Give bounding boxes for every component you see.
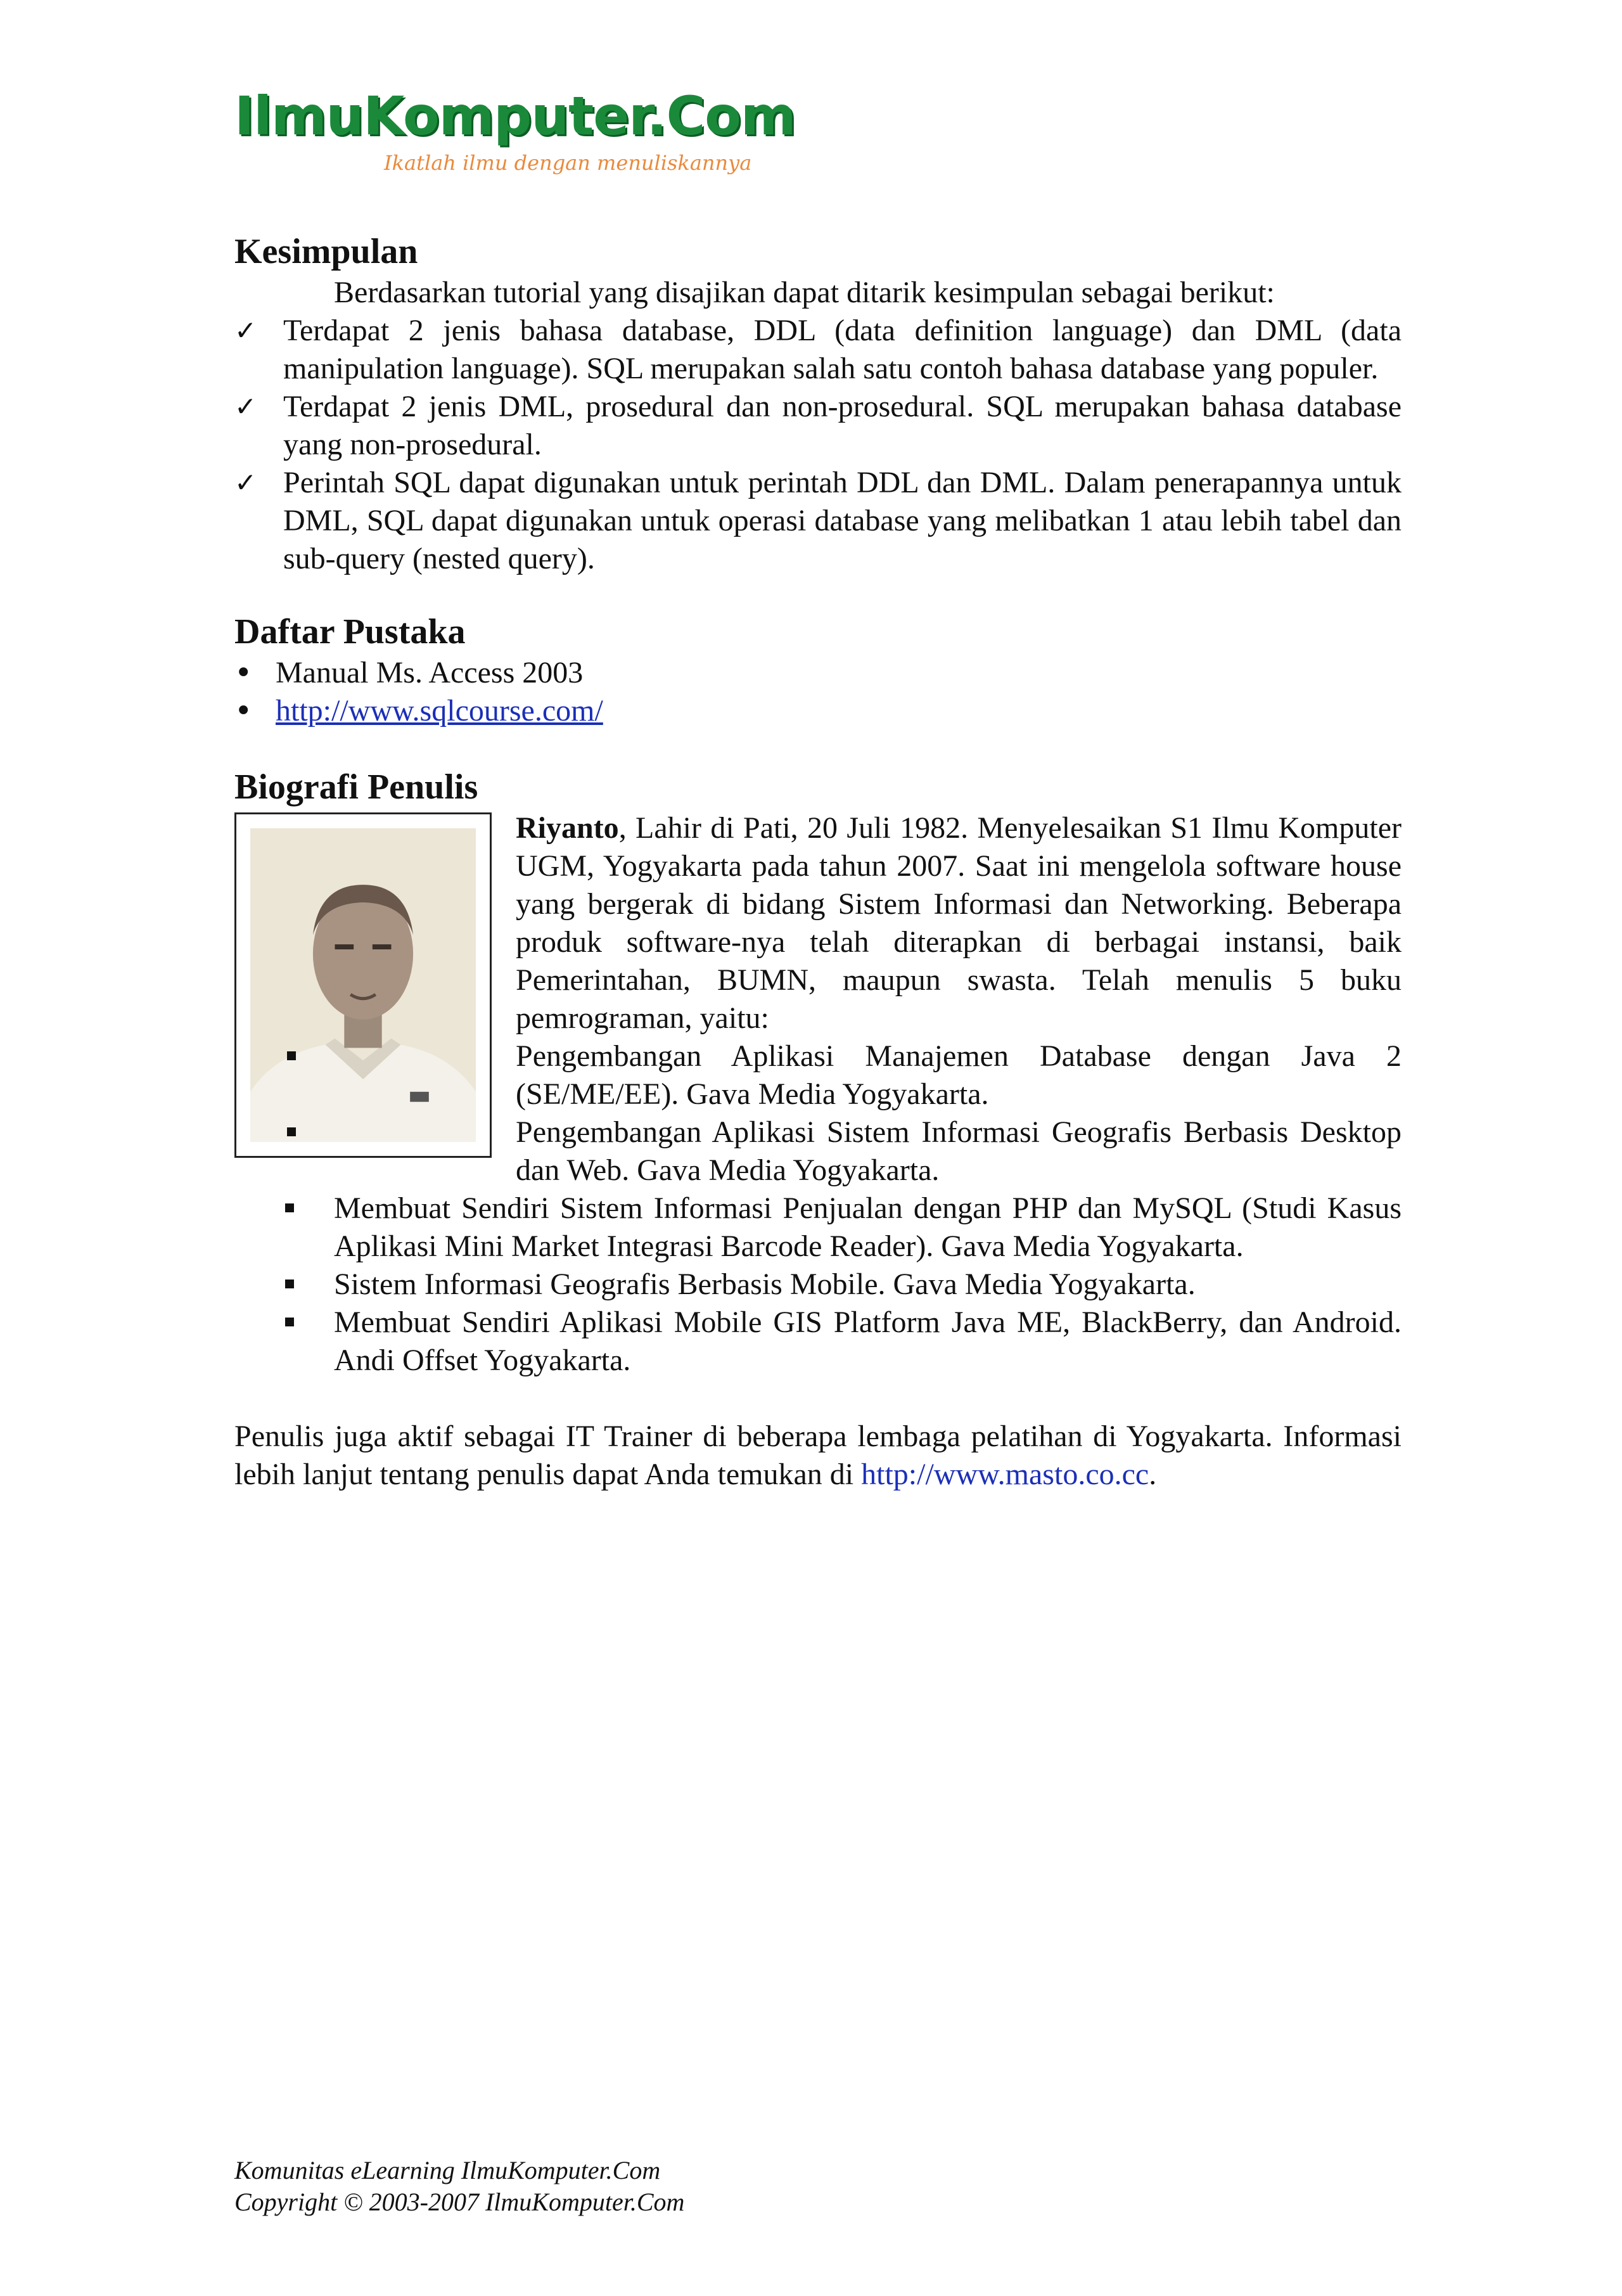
bullet-icon: • — [234, 655, 253, 691]
footer-line-2: Copyright © 2003-2007 IlmuKomputer.Com — [234, 2188, 685, 2216]
books-list-top — [234, 1037, 1402, 1190]
list-item — [334, 1190, 1402, 1266]
footer-line-1: Komunitas eLearning IlmuKomputer.Com — [234, 2156, 661, 2184]
list-item — [234, 654, 1402, 692]
kesimpulan-intro: Berdasarkan tutorial yang disajikan dapat ditarik kesimpulan sebagai berikut: — [334, 276, 1275, 309]
bio-closing — [234, 1418, 1402, 1494]
list-item — [334, 1266, 1402, 1304]
kesimpulan-list — [234, 312, 1402, 578]
page-footer — [234, 2155, 684, 2218]
book-item-3: Membuat Sendiri Sistem Informasi Penjualan dengan PHP dan MySQL (Studi Kasus Aplikasi Mini Market Integrasi Barcode Reader). Gava Media Yogyakarta. — [334, 1191, 1402, 1263]
checkmark-icon: ✓ — [234, 391, 257, 422]
square-bullet-icon — [287, 1127, 296, 1136]
kesimpulan-item-3: Perintah SQL dapat digunakan untuk perintah DDL dan DML. Dalam penerapannya untuk DML, SQL dapat digunakan untuk operasi database yang melibatkan 1 atau lebih tabel dan sub-query (nested query). — [283, 466, 1402, 575]
square-bullet-icon — [285, 1318, 294, 1326]
closing-period: . — [1149, 1458, 1157, 1491]
site-logo — [234, 85, 796, 183]
list-item — [234, 692, 1402, 730]
book-item-1: Pengembangan Aplikasi Manajemen Database dengan Java 2 (SE/ME/EE). Gava Media Yogyakarta. — [516, 1039, 1402, 1111]
list-item — [335, 1113, 1402, 1190]
author-website-link[interactable]: http://www.masto.co.cc — [861, 1458, 1149, 1491]
bullet-icon: • — [234, 693, 253, 729]
list-item — [234, 312, 1402, 388]
books-list-bottom — [234, 1190, 1402, 1380]
checkmark-icon: ✓ — [234, 467, 257, 498]
heading-kesimpulan: Kesimpulan — [234, 232, 418, 271]
closing-text: Penulis juga aktif sebagai IT Trainer di beberapa lembaga pelatihan di Yogyakarta. Informasi lebih lanjut tentang penulis dapat Anda temukan di — [234, 1420, 1402, 1491]
logo-text: IlmuKomputer.Com — [234, 85, 796, 147]
book-item-2: Pengembangan Aplikasi Sistem Informasi Geografis Berbasis Desktop dan Web. Gava Media Yogyakarta. — [516, 1115, 1402, 1187]
kesimpulan-item-1: Terdapat 2 jenis bahasa database, DDL (data definition language) dan DML (data manipulation language). SQL merupakan salah satu contoh bahasa database yang populer. — [283, 314, 1402, 385]
list-item — [335, 1037, 1402, 1113]
book-item-4: Sistem Informasi Geografis Berbasis Mobile. Gava Media Yogyakarta. — [334, 1267, 1196, 1301]
list-item — [334, 1304, 1402, 1380]
section-daftar-pustaka — [234, 610, 1402, 730]
checkmark-icon: ✓ — [234, 315, 257, 346]
reference-link[interactable]: http://www.sqlcourse.com/ — [276, 694, 603, 728]
square-bullet-icon — [285, 1203, 294, 1212]
document-body — [234, 229, 1402, 1494]
kesimpulan-item-2: Terdapat 2 jenis DML, prosedural dan non-prosedural. SQL merupakan bahasa database yang non-prosedural. — [283, 390, 1402, 461]
daftar-pustaka-list — [234, 654, 1402, 730]
reference-item-1: Manual Ms. Access 2003 — [276, 656, 584, 689]
section-kesimpulan — [234, 229, 1402, 578]
heading-biografi: Biografi Penulis — [234, 767, 478, 807]
list-item — [234, 464, 1402, 578]
square-bullet-icon — [287, 1051, 296, 1060]
bio-intro-text: , Lahir di Pati, 20 Juli 1982. Menyelesaikan S1 Ilmu Komputer UGM, Yogyakarta pada tahun 2007. Saat ini mengelola software house yang bergerak di bidang Sistem Informasi dan Networking. Beberapa produk software-nya telah diterapkan di berbagai instansi, baik Pemerintahan, BUMN, maupun swasta. Telah menulis 5 buku pemrograman, yaitu: — [516, 811, 1402, 1035]
list-item — [234, 388, 1402, 464]
square-bullet-icon — [285, 1279, 294, 1288]
biography-body — [234, 809, 1402, 1380]
book-item-5: Membuat Sendiri Aplikasi Mobile GIS Platform Java ME, BlackBerry, dan Android. Andi Offset Yogyakarta. — [334, 1305, 1402, 1377]
heading-daftar-pustaka: Daftar Pustaka — [234, 612, 466, 651]
logo-tagline: Ikatlah ilmu dengan menuliskannya — [384, 151, 752, 175]
section-biografi — [234, 765, 1402, 1494]
author-name: Riyanto — [516, 811, 619, 845]
